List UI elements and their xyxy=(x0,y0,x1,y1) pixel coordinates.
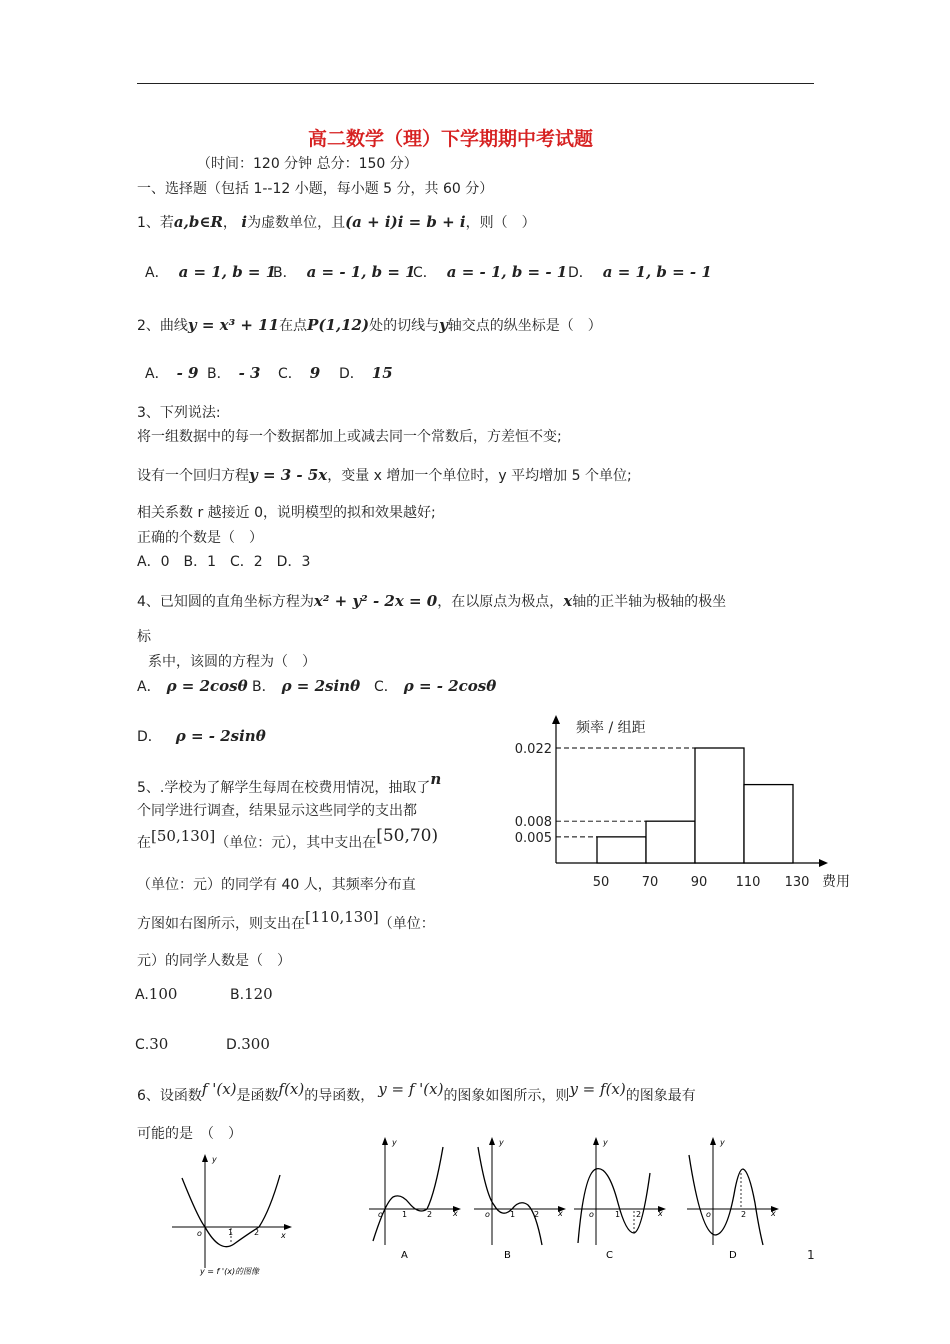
q1-imag-unit: i xyxy=(241,213,248,231)
q1-condition: a,b∈R xyxy=(173,213,223,231)
histogram-bar xyxy=(597,837,646,863)
q1-option-a[interactable]: A． a = 1, b = 1 xyxy=(145,263,277,281)
svg-text:y: y xyxy=(212,1155,217,1164)
q6-graph-a[interactable] xyxy=(365,1133,465,1263)
svg-text:1: 1 xyxy=(402,1210,408,1219)
q4-option-c[interactable]: C． ρ = - 2cosθ xyxy=(374,677,497,695)
q3-question: 正确的个数是（ ） xyxy=(137,530,263,546)
derivative-graph xyxy=(168,1150,298,1280)
y-tick-label: 0.022 xyxy=(514,742,552,757)
q2-point: P(1,12) xyxy=(307,316,370,334)
histogram-bar xyxy=(744,785,793,863)
svg-text:2: 2 xyxy=(427,1210,433,1219)
q5-line-3: 在[50,130]（单位：元），其中支出在[50,70) xyxy=(137,826,439,851)
section-heading: 一、选择题（包括 1--12 小题，每小题 5 分，共 60 分） xyxy=(137,181,494,197)
svg-text:o: o xyxy=(378,1210,383,1219)
q1-option-c[interactable]: C． a = - 1, b = - 1 xyxy=(413,263,568,281)
q5-line-1: 5、.学校为了解学生每周在校费用情况，抽取了n xyxy=(137,770,442,796)
q6-graph-b[interactable] xyxy=(470,1133,570,1263)
svg-text:2: 2 xyxy=(534,1210,540,1219)
svg-text:o: o xyxy=(485,1210,490,1219)
q3-statement-2: 设有一个回归方程y = 3 - 5x，变量 x 增加一个单位时，y 平均增加 5 个单位; xyxy=(137,466,632,484)
q5-line-4: （单位：元）的同学有 40 人，其频率分布直 xyxy=(137,877,416,893)
q4-option-b[interactable]: B． ρ = 2sinθ xyxy=(252,677,361,695)
svg-text:x: x xyxy=(281,1231,286,1240)
q4-wrap: 标 xyxy=(137,629,151,645)
q5-line-6: 元）的同学人数是（ ） xyxy=(137,953,291,969)
question-2: 2、曲线y = x³ + 11在点P(1,12)处的切线与y轴交点的纵坐标是（ ） xyxy=(137,316,602,334)
q3-title: 3、下列说法: xyxy=(137,405,221,421)
q3-statement-3: 相关系数 r 越接近 0，说明模型的拟和效果越好; xyxy=(137,505,436,521)
q4-option-a[interactable]: A． ρ = 2cosθ xyxy=(137,677,248,695)
svg-text:o: o xyxy=(197,1229,202,1238)
question-6: 6、设函数f '(x)是函数f(x)的导函数， y = f '(x)的图象如图所示，则y = f(x)的图象最有 xyxy=(137,1080,696,1104)
x-tick-label: 50 xyxy=(592,875,610,890)
q2-option-d[interactable]: D． 15 xyxy=(339,364,393,382)
q2-option-c[interactable]: C． 9 xyxy=(278,364,321,382)
q6-line2: 可能的是 （ ） xyxy=(137,1126,242,1142)
svg-text:x: x xyxy=(771,1209,776,1218)
svg-text:x: x xyxy=(558,1209,563,1218)
svg-text:2: 2 xyxy=(254,1228,260,1237)
derivative-caption: y = f '(x)的图像 xyxy=(200,1267,260,1276)
svg-text:o: o xyxy=(589,1210,594,1219)
q1-option-d[interactable]: D． a = 1, b = - 1 xyxy=(568,263,712,281)
q5-option-b[interactable]: B.120 xyxy=(230,985,273,1003)
chart-x-label: 费用 xyxy=(822,874,850,890)
time-info: （时间：120 分钟 总分：150 分） xyxy=(197,156,418,172)
svg-text:x: x xyxy=(658,1209,663,1218)
page-title: 高二数学（理）下学期期中考试题 xyxy=(308,128,594,150)
x-tick-label: 90 xyxy=(690,875,708,890)
svg-text:1: 1 xyxy=(510,1210,516,1219)
frequency-histogram xyxy=(510,710,870,895)
q5-line-2: 个同学进行调查，结果显示这些同学的支出都 xyxy=(137,803,417,819)
q4-equation: x² + y² - 2x = 0 xyxy=(313,592,438,610)
graph-d-label: D xyxy=(729,1250,737,1261)
q6-graph-d[interactable] xyxy=(683,1133,783,1263)
question-1: 1、若a,b∈R， i为虚数单位，且(a + i)i = b + i，则（ ） xyxy=(137,213,536,231)
header-rule xyxy=(137,83,814,84)
graph-b-label: B xyxy=(504,1250,511,1261)
y-tick-label: 0.005 xyxy=(514,830,552,846)
q3-statement-1: 将一组数据中的每一个数据都加上或减去同一个常数后，方差恒不变; xyxy=(137,429,562,445)
y-tick-label: 0.008 xyxy=(514,815,552,831)
q2-option-b[interactable]: B． - 3 xyxy=(207,364,261,382)
q1-option-b[interactable]: B． a = - 1, b = 1 xyxy=(273,263,416,281)
q1-equation: (a + i)i = b + i xyxy=(345,213,466,231)
chart-y-arrow xyxy=(552,715,560,724)
page-number: 1 xyxy=(807,1248,815,1262)
graph-a-label: A xyxy=(401,1250,408,1261)
svg-text:y: y xyxy=(499,1138,504,1147)
svg-text:2: 2 xyxy=(741,1210,747,1219)
q2-option-a[interactable]: A． - 9 xyxy=(145,364,199,382)
q5-option-d[interactable]: D.300 xyxy=(226,1035,270,1053)
chart-y-label: 频率 / 组距 xyxy=(576,720,646,736)
svg-text:y: y xyxy=(720,1138,725,1147)
x-tick-label: 110 xyxy=(735,875,761,890)
q4-option-d[interactable]: D． ρ = - 2sinθ xyxy=(137,727,266,745)
q5-option-c[interactable]: C.30 xyxy=(135,1035,169,1053)
q2-curve: y = x³ + 11 xyxy=(187,316,280,334)
svg-text:y: y xyxy=(603,1138,608,1147)
q3-options[interactable]: A．0 B．1 C．2 D．3 xyxy=(137,554,311,570)
x-tick-label: 70 xyxy=(641,875,659,890)
svg-text:o: o xyxy=(706,1210,711,1219)
q4-line2: 系中，该圆的方程为（ ） xyxy=(148,654,316,670)
svg-text:2: 2 xyxy=(636,1210,642,1219)
svg-text:1: 1 xyxy=(228,1228,234,1237)
graph-c-label: C xyxy=(606,1250,613,1261)
svg-text:x: x xyxy=(453,1209,458,1218)
q5-line-5: 方图如右图所示，则支出在[110,130]（单位： xyxy=(137,908,435,932)
svg-text:1: 1 xyxy=(615,1210,621,1219)
q6-graph-c[interactable] xyxy=(570,1133,670,1263)
svg-text:y: y xyxy=(392,1138,397,1147)
histogram-bar xyxy=(695,748,744,863)
chart-x-arrow xyxy=(819,859,828,867)
q5-option-a[interactable]: A.100 xyxy=(135,985,178,1003)
x-tick-label: 130 xyxy=(784,875,810,890)
question-4: 4、已知圆的直角坐标方程为x² + y² - 2x = 0，在以原点为极点，x轴的正半轴为极轴的极坐 xyxy=(137,592,727,610)
histogram-bar xyxy=(646,821,695,863)
